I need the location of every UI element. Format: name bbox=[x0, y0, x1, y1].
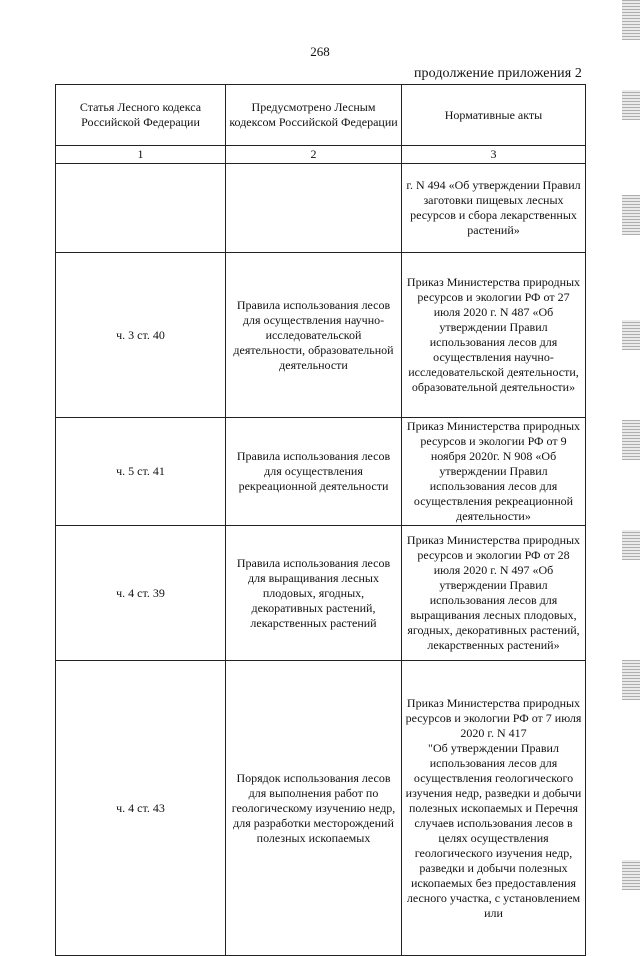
article-cell: ч. 5 ст. 41 bbox=[56, 418, 226, 526]
scan-edge-artifact bbox=[622, 90, 640, 120]
scan-edge-artifact bbox=[622, 860, 640, 890]
table-row bbox=[56, 164, 586, 253]
table-row bbox=[56, 418, 586, 526]
page-number: 268 bbox=[310, 44, 330, 59]
continuation-note: продолжение приложения 2 bbox=[413, 66, 582, 81]
provision-cell bbox=[226, 164, 402, 253]
provision-cell: Правила использования лесов для выращивания лесных плодовых, ягодных, декоративных растений, лекарственных растений bbox=[226, 526, 402, 661]
article-cell bbox=[56, 164, 226, 253]
article-cell: ч. 4 ст. 39 bbox=[56, 526, 226, 661]
scan-edge-artifact bbox=[622, 0, 640, 40]
scan-edge-artifact bbox=[622, 195, 640, 235]
provision-cell: Порядок использования лесов для выполнения работ по геологическому изучению недр, для разработки месторождений полезных ископаемых bbox=[226, 661, 402, 956]
column-number-row bbox=[56, 146, 586, 164]
acts-cell: Приказ Министерства природных ресурсов и экологии РФ от 7 июля 2020 г. N 417 "Об утверждении Правил использования лесов для осуществления геологического изучения недр, разведки и добычи полезных ископаемых и Перечня случаев использования лесов в целях осуществления геологического изучения недр, разведки и добычи полезных ископаемых без предоставления лесного участка, с установлением или bbox=[402, 661, 586, 956]
acts-cell: Приказ Министерства природных ресурсов и экологии РФ от 9 ноября 2020г. N 908 «Об утверждении Правил использования лесов для осуществления рекреационной деятельности» bbox=[402, 418, 586, 526]
article-cell: ч. 4 ст. 43 bbox=[56, 661, 226, 956]
scan-edge-artifact bbox=[622, 660, 640, 700]
table-row bbox=[56, 661, 586, 956]
article-cell: ч. 3 ст. 40 bbox=[56, 253, 226, 418]
header-article: Статья Лесного кодекса Российской Федерации bbox=[56, 85, 226, 146]
column-number: 3 bbox=[402, 146, 586, 164]
table-header-row bbox=[56, 85, 586, 146]
column-number: 2 bbox=[226, 146, 402, 164]
acts-cell: г. N 494 «Об утверждении Правил заготовки пищевых лесных ресурсов и сбора лекарственных растений» bbox=[402, 164, 586, 253]
scan-edge-artifact bbox=[622, 420, 640, 460]
table-row bbox=[56, 253, 586, 418]
acts-cell: Приказ Министерства природных ресурсов и экологии РФ от 28 июля 2020 г. N 497 «Об утверждении Правил использования лесов для выращивания лесных плодовых, ягодных, декоративных растений, лекарственных растений» bbox=[402, 526, 586, 661]
regulations-table bbox=[55, 84, 586, 956]
header-provision: Предусмотрено Лесным кодексом Российской Федерации bbox=[226, 85, 402, 146]
column-number: 1 bbox=[56, 146, 226, 164]
header-acts: Нормативные акты bbox=[402, 85, 586, 146]
scan-edge-artifact bbox=[622, 530, 640, 560]
acts-cell: Приказ Министерства природных ресурсов и экологии РФ от 27 июля 2020 г. N 487 «Об утверждении Правил использования лесов для осуществления научно-исследовательской деятельности, образовательной деятельности» bbox=[402, 253, 586, 418]
scan-edge-artifact bbox=[622, 320, 640, 350]
provision-cell: Правила использования лесов для осуществления научно-исследовательской деятельности, образовательной деятельности bbox=[226, 253, 402, 418]
provision-cell: Правила использования лесов для осуществления рекреационной деятельности bbox=[226, 418, 402, 526]
table-row bbox=[56, 526, 586, 661]
